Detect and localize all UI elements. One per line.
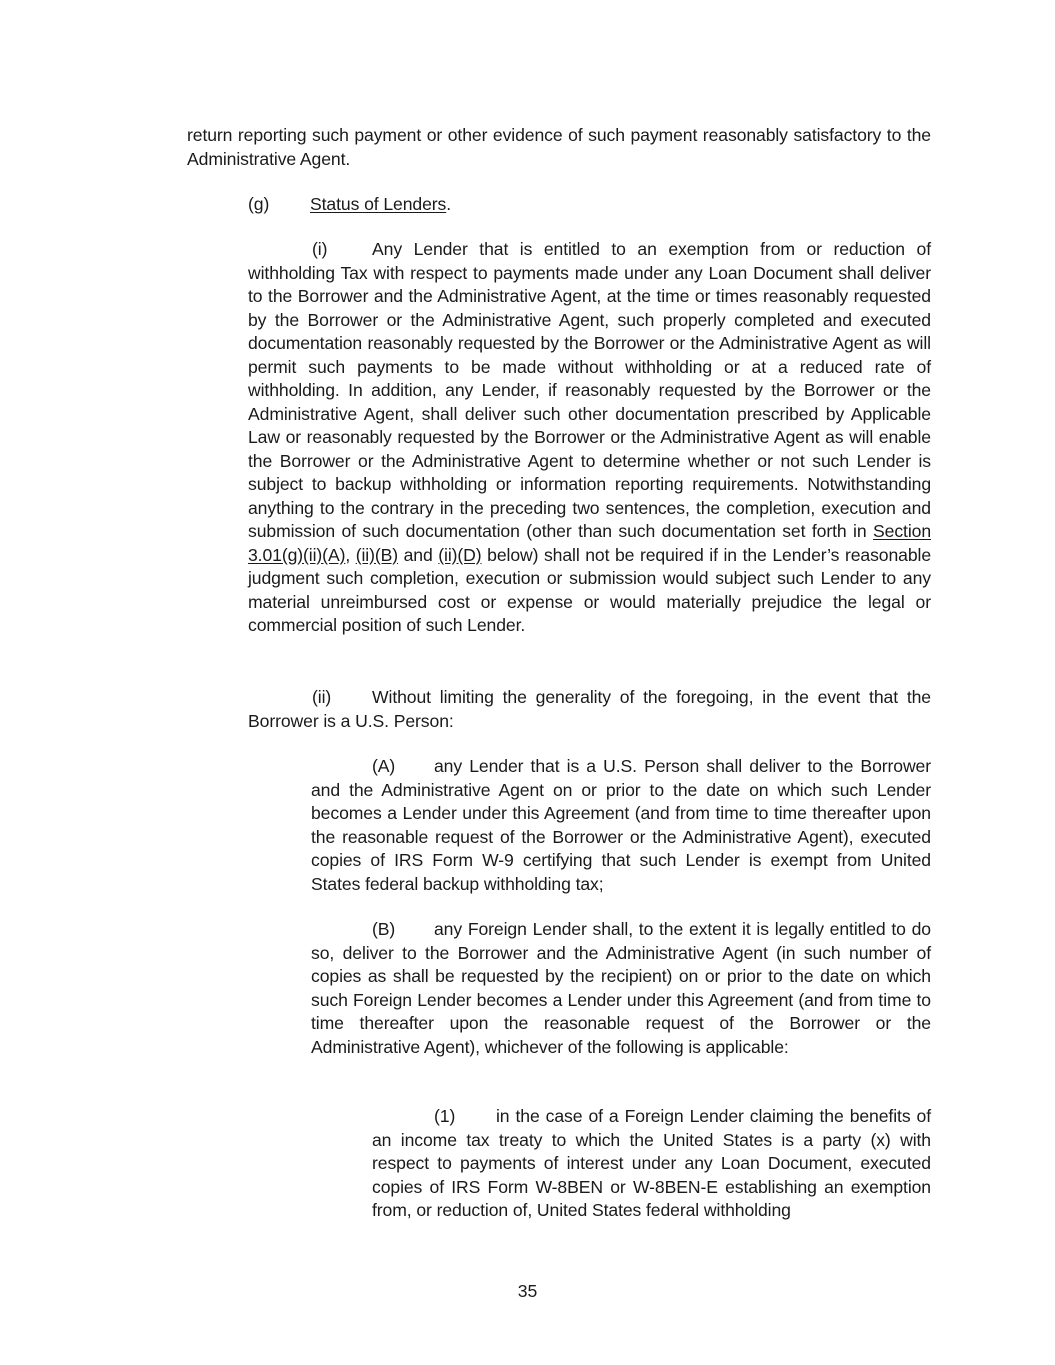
paragraph-A (311, 755, 931, 896)
paragraph-i-marker: (i) (312, 239, 328, 259)
cross-reference-link[interactable]: (ii)(B) (355, 544, 399, 565)
continuation-text: return reporting such payment or other evidence of such payment reasonably satisfactory to the Administrative Agent. (187, 125, 931, 169)
paragraph-i-sep-2: and (398, 544, 439, 565)
paragraph-1-text: in the case of a Foreign Lender claiming the benefits of an income tax treaty to which the United States is a party (x) with respect to payments of interest under any Loan Document, executed copies of IRS Form W-8BEN or W-8BEN-E establishing an exemption from, or reduction of, United States federal withholding (372, 1106, 931, 1220)
section-g-title-punct: . (446, 194, 452, 214)
section-g-title: Status of Lenders (310, 194, 447, 214)
paragraph-i-text-b: below) shall not be required if in the Lender’s reasonable judgment such completion, execution or submission would subject such Lender to any material unreimbursed cost or expense or would materially prejudice the legal or commercial position of such Lender. (248, 544, 932, 635)
section-g-marker: (g) (248, 194, 270, 214)
page-number: 35 (517, 1281, 538, 1301)
paragraph-i (248, 238, 931, 638)
cross-reference-link[interactable]: Section 3.01(g)(ii)(A) (248, 521, 931, 565)
paragraph-ii (248, 686, 931, 733)
paragraph-A-marker: (A) (372, 756, 396, 776)
paragraph-1 (372, 1105, 931, 1223)
paragraph-B (311, 918, 931, 1059)
paragraph-1-marker: (1) (434, 1106, 456, 1126)
paragraph-ii-marker: (ii) (312, 687, 332, 707)
paragraph-i-sep-1: , (345, 544, 356, 565)
paragraph-B-text: any Foreign Lender shall, to the extent it is legally entitled to do so, deliver to the Borrower and the Administrative Agent (in such number of copies as shall be requested by the recipient) on or prior to the date on which such Foreign Lender becomes a Lender under this Agreement (and from time to time thereafter upon the reasonable request of the Borrower or the Administrative Agent), whichever of the following is applicable: (311, 919, 931, 1057)
paragraph-ii-text: Without limiting the generality of the foregoing, in the event that the Borrower is a U.S. Person: (248, 687, 931, 731)
paragraph-A-text: any Lender that is a U.S. Person shall deliver to the Borrower and the Administrative Agent on or prior to the date on which such Lender becomes a Lender under this Agreement (and from time to time thereafter upon the reasonable request of the Borrower or the Administrative Agent), executed copies of IRS Form W-9 certifying that such Lender is exempt from United States federal backup withholding tax; (311, 756, 931, 894)
continuation-paragraph (187, 124, 931, 171)
paragraph-B-marker: (B) (372, 919, 396, 939)
paragraph-i-text-a: Any Lender that is entitled to an exemption from or reduction of withholding Tax with respect to payments made under any Loan Document shall deliver to the Borrower and the Administrative Agent, at the time or times reasonably requested by the Borrower or the Administrative Agent, such properly completed and executed documentation reasonably requested by the Borrower or the Administrative Agent as will permit such payments to be made without withholding or at a reduced rate of withholding. In addition, any Lender, if reasonably requested by the Borrower or the Administrative Agent, shall deliver such other documentation prescribed by Applicable Law or reasonably requested by the Borrower or the Administrative Agent as will enable the Borrower or the Administrative Agent to determine whether or not such Lender is subject to backup withholding or information reporting requirements. Notwithstanding anything to the contrary in the preceding two sentences, the completion, execution and submission of such documentation (other than such documentation set forth in (248, 239, 931, 541)
section-g-heading (248, 193, 931, 217)
cross-reference-link[interactable]: (ii)(D) (438, 544, 482, 565)
